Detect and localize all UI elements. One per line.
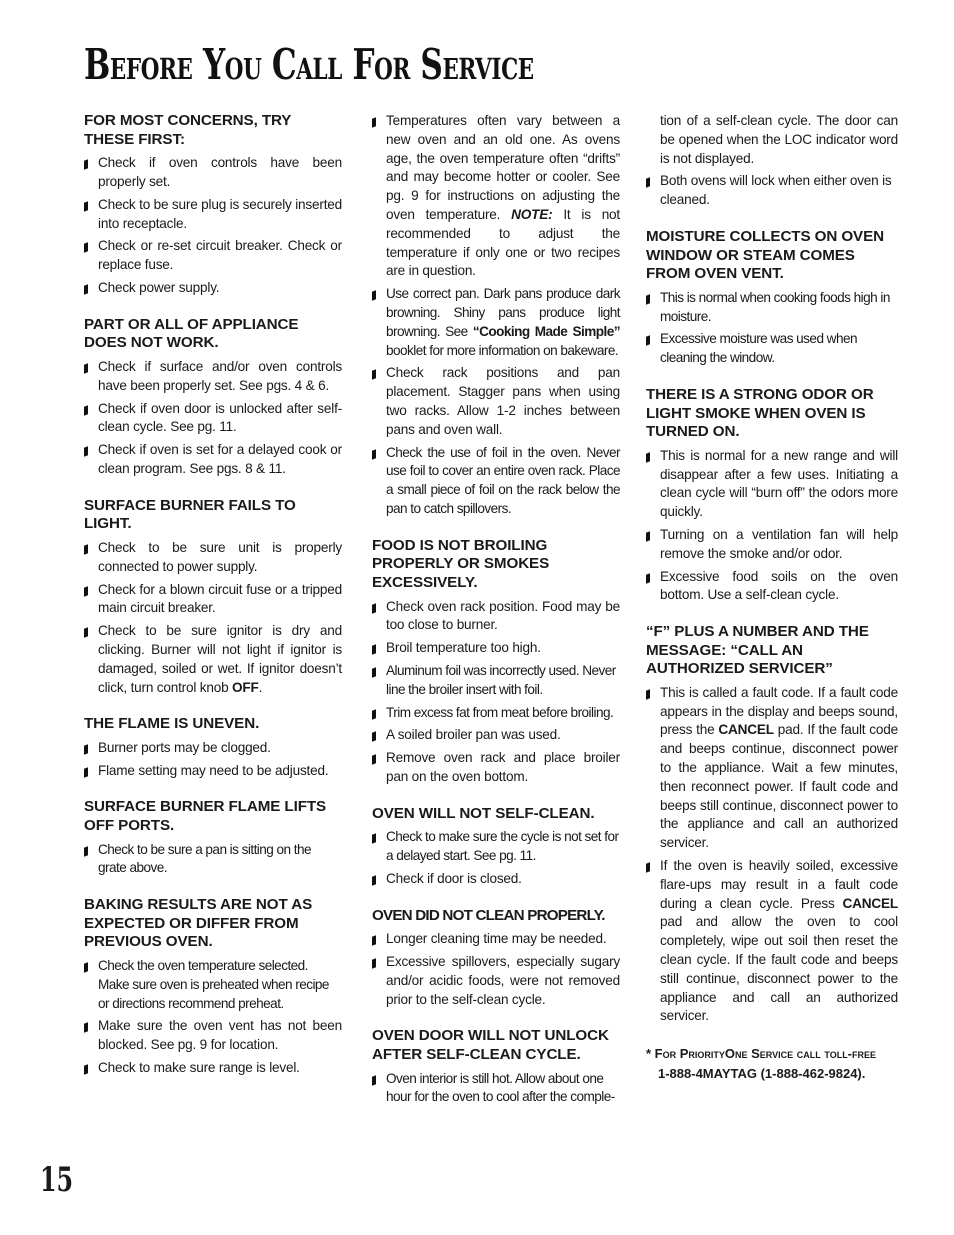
bullet-icon bbox=[84, 159, 88, 169]
bullet-icon bbox=[372, 667, 376, 677]
bullet-icon bbox=[84, 544, 88, 554]
list-item: Use correct pan. Dark pans produce dark browning. Shiny pans produce light browning. See “Cooking Made Simple” booklet for more information on bakeware. bbox=[372, 285, 620, 360]
bullet-icon bbox=[84, 767, 88, 777]
bullet-icon bbox=[372, 1075, 376, 1085]
bullet-icon bbox=[646, 178, 650, 188]
column-3 bbox=[646, 112, 898, 1084]
bullet-icon bbox=[84, 586, 88, 596]
bullet-icon bbox=[646, 689, 650, 699]
bullet-icon bbox=[372, 370, 376, 380]
list-item: Check to be sure ignitor is dry and clicking. Burner will not light if ignitor is damaged, soiled or wet. If ignitor doesn’t click, turn control knob OFF. bbox=[84, 622, 342, 697]
bullet-icon bbox=[84, 744, 88, 754]
list-item: Check to be sure plug is securely inserted into receptacle. bbox=[84, 196, 342, 234]
section-clean-properly bbox=[372, 907, 620, 1010]
list-item: Check rack positions and pan placement. Stagger pans when using two racks. Allow 1-2 inches between pans and oven wall. bbox=[372, 364, 620, 439]
bullet-icon bbox=[84, 962, 88, 972]
bullet-icon bbox=[84, 243, 88, 253]
list-item: Check or re-set circuit breaker. Check or replace fuse. bbox=[84, 237, 342, 275]
bullet-icon bbox=[84, 284, 88, 294]
section-baking bbox=[84, 896, 342, 1078]
section-moisture bbox=[646, 228, 898, 368]
bullet-icon bbox=[646, 862, 650, 872]
section-heading: OVEN DOOR WILL NOT UNLOCK AFTER SELF-CLEAN CYCLE. bbox=[372, 1027, 609, 1064]
section-heading: SURFACE BURNER FLAME LIFTS OFF PORTS. bbox=[84, 798, 327, 835]
list-item: Excessive spillovers, especially sugary and/or acidic foods, were not removed prior to the self-clean cycle. bbox=[372, 953, 620, 1009]
section-heading: FOR MOST CONCERNS, TRY THESE FIRST: bbox=[84, 112, 292, 148]
section-door-unlock-cont bbox=[646, 112, 898, 210]
list-item: Check the use of foil in the oven. Never use foil to cover an entire oven rack. Place a small piece of foil on the rack below the pan to catch spillovers. bbox=[372, 444, 620, 519]
list-item: Excessive food soils on the oven bottom. Use a self-clean cycle. bbox=[646, 568, 898, 606]
list-item: Excessive moisture was used when cleaning the window. bbox=[646, 330, 898, 368]
bullet-icon bbox=[372, 290, 376, 300]
section-heading: PART OR ALL OF APPLIANCE DOES NOT WORK. bbox=[84, 315, 299, 352]
section-burner-fails bbox=[84, 497, 342, 698]
section-heading: OVEN DID NOT CLEAN PROPERLY. bbox=[372, 906, 605, 924]
section-heading: FOOD IS NOT BROILING PROPERLY OR SMOKES EXCESSIVELY. bbox=[372, 536, 550, 591]
section-heading: SURFACE BURNER FAILS TO LIGHT. bbox=[84, 496, 296, 533]
bullet-icon bbox=[84, 405, 88, 415]
bullet-icon bbox=[646, 452, 650, 462]
list-item: A soiled broiler pan was used. bbox=[372, 726, 620, 745]
bullet-icon bbox=[84, 1023, 88, 1033]
list-item: Trim excess fat from meat before broiling. bbox=[372, 704, 620, 723]
section-self-clean bbox=[372, 805, 620, 889]
service-footnote bbox=[646, 1044, 898, 1084]
section-broiling bbox=[372, 537, 620, 787]
section-baking-cont bbox=[372, 112, 620, 519]
list-item: Both ovens will lock when either oven is cleaned. bbox=[646, 172, 898, 210]
section-not-work bbox=[84, 316, 342, 479]
section-fault bbox=[646, 623, 898, 1026]
bullet-icon bbox=[646, 294, 650, 304]
page-number: 15 bbox=[40, 1160, 74, 1200]
list-item: This is normal for a new range and will disappear after a few uses. Initiating a clean cycle will “burn off” the odors more quickly. bbox=[646, 447, 898, 522]
bullet-icon bbox=[84, 1064, 88, 1074]
list-item: If the oven is heavily soiled, excessive flare-ups may result in a fault code during a clean cycle. Press CANCEL pad and allow the oven to cool completely, wipe out soil then reset the clean cycle. If the fault code and beeps still continue, disconnect power to the appliance and call an authorized servicer. bbox=[646, 857, 898, 1026]
bullet-icon bbox=[372, 709, 376, 719]
list-item: Check to be sure a pan is sitting on the grate above. bbox=[84, 841, 342, 879]
list-item: Check the oven temperature selected. Make sure oven is preheated when recipe or directions recommend preheat. bbox=[84, 957, 342, 1013]
bullet-icon bbox=[84, 446, 88, 456]
section-try-first bbox=[84, 112, 342, 298]
list-item: Check if surface and/or oven controls have been properly set. See pgs. 4 & 6. bbox=[84, 358, 342, 396]
list-item: Remove oven rack and place broiler pan on the oven bottom. bbox=[372, 749, 620, 787]
section-heading: THERE IS A STRONG ODOR OR LIGHT SMOKE WHEN OVEN IS TURNED ON. bbox=[646, 385, 874, 441]
list-item: Longer cleaning time may be needed. bbox=[372, 930, 620, 949]
service-phone: 1-888-4MAYTAG (1-888-462-9824). bbox=[658, 1066, 866, 1082]
list-item-continued: tion of a self-clean cycle. The door can be opened when the LOC indicator word is not displayed. bbox=[660, 113, 898, 166]
list-item: Check if oven controls have been properly set. bbox=[84, 154, 342, 192]
list-item: Oven interior is still hot. Allow about one hour for the oven to cool after the comple- bbox=[372, 1070, 620, 1108]
list-item: Make sure the oven vent has not been blocked. See pg. 9 for location. bbox=[84, 1017, 342, 1055]
bullet-icon bbox=[372, 754, 376, 764]
bullet-icon bbox=[372, 732, 376, 742]
list-item: Aluminum foil was incorrectly used. Never line the broiler insert with foil. bbox=[372, 662, 620, 700]
list-item: Check if door is closed. bbox=[372, 870, 620, 889]
bullet-icon bbox=[372, 603, 376, 613]
section-flame-lifts bbox=[84, 798, 342, 878]
bullet-icon bbox=[84, 363, 88, 373]
list-item: Check power supply. bbox=[84, 279, 342, 298]
bullet-icon bbox=[84, 201, 88, 211]
bullet-icon bbox=[372, 449, 376, 459]
list-item: Temperatures often vary between a new oven and an old one. As ovens age, the oven temperature often “drifts” and may become hotter or cooler. See pg. 9 for instructions on adjusting the oven temperature. NOTE: It is not recommended to adjust the temperature if only one or two recipes are in question. bbox=[372, 112, 620, 281]
bullet-icon bbox=[84, 627, 88, 637]
list-item: Check to be sure unit is properly connected to power supply. bbox=[84, 539, 342, 577]
section-odor bbox=[646, 386, 898, 605]
list-item: Check for a blown circuit fuse or a tripped main circuit breaker. bbox=[84, 581, 342, 619]
bullet-icon bbox=[372, 117, 376, 127]
list-item: Check oven rack position. Food may be too close to burner. bbox=[372, 598, 620, 636]
column-2 bbox=[372, 112, 620, 1125]
list-item: Check if oven is set for a delayed cook or clean program. See pgs. 8 & 11. bbox=[84, 441, 342, 479]
bullet-icon bbox=[372, 875, 376, 885]
section-flame-uneven bbox=[84, 715, 342, 780]
section-heading: MOISTURE COLLECTS ON OVEN WINDOW OR STEAM COMES FROM OVEN VENT. bbox=[646, 227, 884, 283]
column-1 bbox=[84, 112, 342, 1096]
bullet-icon bbox=[646, 573, 650, 583]
list-item: Check to make sure range is level. bbox=[84, 1059, 342, 1078]
footnote-lead: * For PriorityOne Service call toll-free bbox=[646, 1046, 877, 1062]
bullet-icon bbox=[84, 846, 88, 856]
bullet-icon bbox=[372, 834, 376, 844]
list-item: Turning on a ventilation fan will help remove the smoke and/or odor. bbox=[646, 526, 898, 564]
list-item: Check to make sure the cycle is not set for a delayed start. See pg. 11. bbox=[372, 828, 620, 866]
bullet-icon bbox=[646, 531, 650, 541]
list-item: This is normal when cooking foods high in moisture. bbox=[646, 289, 898, 327]
bullet-icon bbox=[646, 336, 650, 346]
list-item: This is called a fault code. If a fault code appears in the display and beeps sound, press the CANCEL pad. If the fault code and beeps continue, disconnect power to the appliance. Wait a few minutes, then reconnect power. If fault code and beeps still continue, disconnect power to the appliance and call an authorized servicer. bbox=[646, 684, 898, 853]
list-item: Burner ports may be clogged. bbox=[84, 739, 342, 758]
section-heading: “F” PLUS A NUMBER AND THE MESSAGE: “CALL AN AUTHORIZED SERVICER” bbox=[646, 623, 869, 678]
bullet-icon bbox=[372, 936, 376, 946]
section-heading: BAKING RESULTS ARE NOT AS EXPECTED OR DIFFER FROM PREVIOUS OVEN. bbox=[84, 896, 313, 951]
section-heading: OVEN WILL NOT SELF-CLEAN. bbox=[372, 804, 595, 822]
section-door-unlock bbox=[372, 1027, 620, 1107]
list-item: Flame setting may need to be adjusted. bbox=[84, 762, 342, 781]
bullet-icon bbox=[372, 958, 376, 968]
bullet-icon bbox=[372, 644, 376, 654]
page-title: Before You Call For Service bbox=[84, 40, 534, 89]
list-item: Broil temperature too high. bbox=[372, 639, 620, 658]
section-heading: THE FLAME IS UNEVEN. bbox=[84, 715, 260, 733]
list-item: Check if oven door is unlocked after self-clean cycle. See pg. 11. bbox=[84, 400, 342, 438]
